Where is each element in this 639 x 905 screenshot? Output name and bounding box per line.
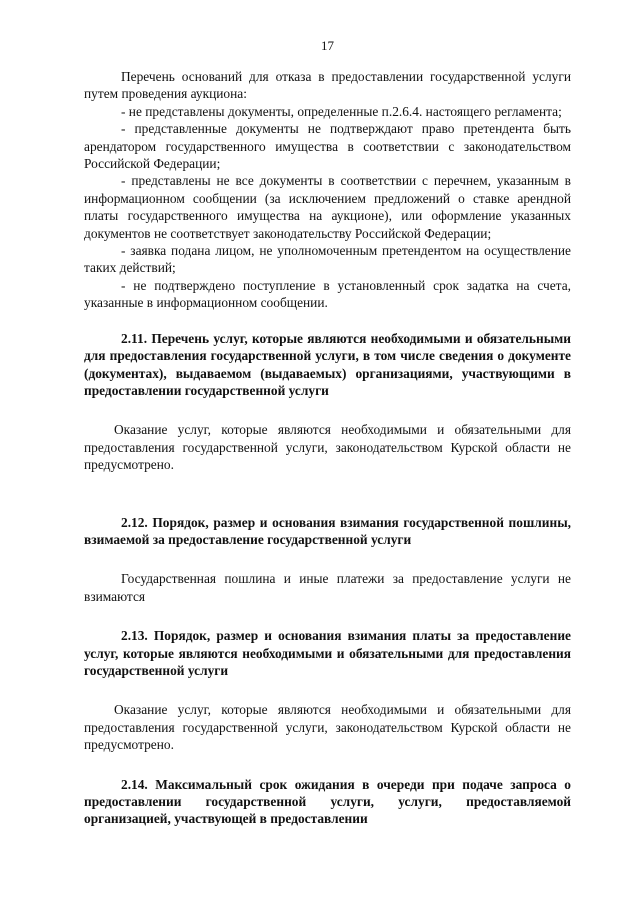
refusal-grounds-intro: Перечень оснований для отказа в предоставлении государственной услуги путем проведения аукциона: [84, 69, 571, 102]
refusal-ground-item: - не подтверждено поступление в установленный срок задатка на счета, указанные в информационном сообщении. [84, 277, 571, 311]
section-heading-2-11: 2.11. Перечень услуг, которые являются необходимыми и обязательными для предоставления государственной услуги, в том числе сведения о документе (документах), выдаваемом (выдаваемых) организациями, участвующими в предоставлении государственной услуги [84, 330, 571, 398]
section-heading-2-14: 2.14. Максимальный срок ожидания в очереди при подаче запроса о предоставлении государственной услуги, услуги, предоставляемой организацией, участвующей в предоставлении [84, 776, 571, 827]
section-body-2-12: Государственная пошлина и иные платежи за предоставление услуги не взимаются [84, 571, 571, 604]
document-page [84, 38, 571, 828]
refusal-ground-item: - не представлены документы, определенные п.2.6.4. настоящего регламента; [121, 103, 562, 119]
refusal-ground-item: - представленные документы не подтверждают право претендента быть арендатором государственного имущества в соответствии с законодательством Российской Федерации; [84, 121, 571, 172]
section-heading-2-13: 2.13. Порядок, размер и основания взимания платы за предоставление услуг, которые являются необходимыми и обязательными для предоставления государственной услуги [84, 628, 571, 678]
page-number: 17 [321, 38, 334, 53]
section-body-2-13: Оказание услуг, которые являются необходимыми и обязательными для предоставления государственной услуги, законодательством Курской области не предусмотрено. [84, 702, 571, 753]
section-body-2-11: Оказание услуг, которые являются необходимыми и обязательными для предоставления государственной услуги, законодательством Курской области не предусмотрено. [84, 422, 571, 473]
section-heading-2-12: 2.12. Порядок, размер и основания взимания государственной пошлины, взимаемой за предоставление государственной услуги [84, 514, 571, 547]
refusal-ground-item: - заявка подана лицом, не уполномоченным претендентом на осуществление таких действий; [84, 243, 571, 276]
refusal-ground-item: - представлены не все документы в соответствии с перечнем, указанным в информационном сообщении (за исключением предложений о ставке арендной платы государственного имущества на аукционе), или оформление указанных документов не соответствует законодательству Российской Федерации; [84, 173, 571, 241]
